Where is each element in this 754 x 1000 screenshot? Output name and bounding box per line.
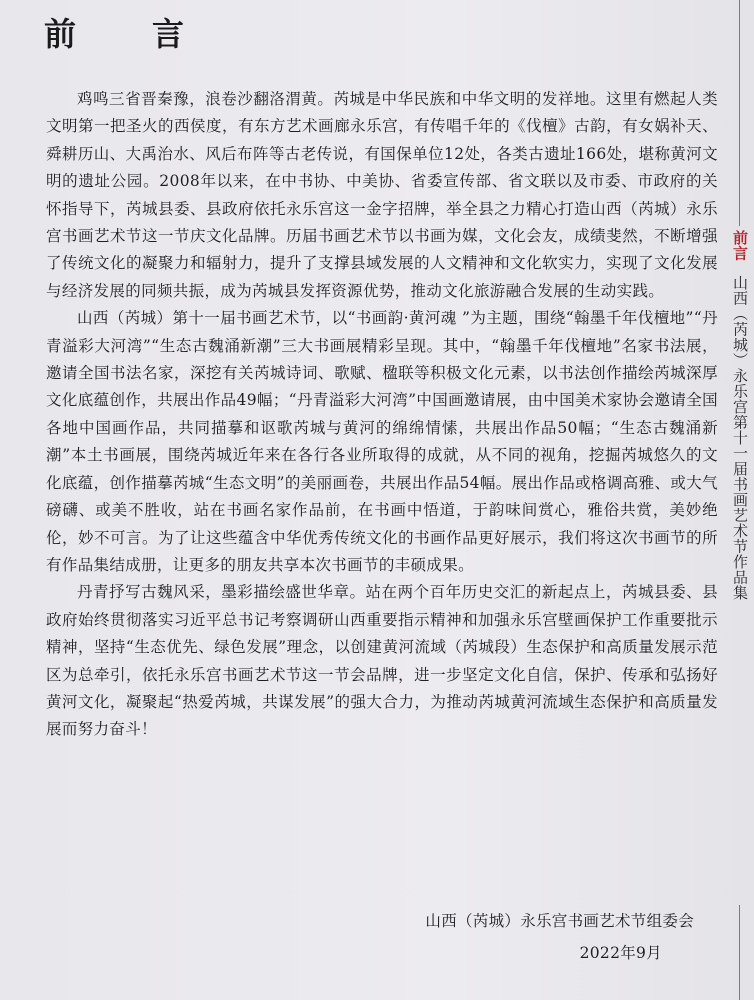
preface-body (46, 86, 718, 744)
signature-date: 2022年9月 (579, 944, 662, 962)
spine-divider-bottom (739, 905, 740, 1000)
spine-section-label: 前言 (731, 230, 749, 261)
page-spine (725, 0, 754, 1000)
spine-book-title: 山西（芮城）永乐宫第十一届书画艺术节作品集 (731, 275, 749, 601)
paragraph-1: 鸡鸣三省晋秦豫，浪卷沙翻洛渭黄。芮城是中华民族和中华文明的发祥地。这里有燃起人类文明第一把圣火的西侯度，有东方艺术画廊永乐宫，有传唱千年的《伐檀》古韵，有女娲补天、舜耕历山、大禹治水、风后布阵等古老传说，有国保单位12处，各类古遗址166处，堪称黄河文明的遗址公园。2008年以来，在中书协、中美协、省委宣传部、省文联以及市委、市政府的关怀指导下，芮城县委、县政府依托永乐宫这一金字招牌，举全县之力精心打造山西（芮城）永乐宫书画艺术节这一节庆文化品牌。历届书画艺术节以书画为媒，文化会友，成绩斐然，不断增强了传统文化的凝聚力和辐射力，提升了支撑县域发展的人文精神和文化软实力，实现了文化发展与经济发展的同频共振，成为芮城县发挥资源优势，推动文化旅游融合发展的生动实践。 (46, 90, 718, 300)
spine-label (728, 230, 751, 601)
spine-separator (740, 261, 741, 275)
paragraph-3: 丹青抒写古魏风采，墨彩描绘盛世华章。站在两个百年历史交汇的新起点上，芮城县委、县政府始终贯彻落实习近平总书记考察调研山西重要指示精神和加强永乐宫壁画保护工作重要批示精神，坚持“生态优先、绿色发展”理念，以创建黄河流域（芮城段）生态保护和高质量发展示范区为总牵引，依托永乐宫书画艺术节这一节会品牌，进一步坚定文化自信，保护、传承和弘扬好黄河文化，凝聚起“热爱芮城，共谋发展”的强大合力，为推动芮城黄河流域生态保护和高质量发展而努力奋斗！ (46, 583, 718, 739)
signature-block (425, 905, 694, 969)
paragraph-2: 山西（芮城）第十一届书画艺术节，以“书画韵·黄河魂 ”为主题，围绕“翰墨千年伐檀地”“丹青溢彩大河湾”“生态古魏涌新潮”三大书画展精彩呈现。其中，“翰墨千年伐檀地”名家书法展，邀请全国书法名家，深挖有关芮城诗词、歌赋、楹联等积极文化元素，以书法创作描绘芮城深厚文化底蕴创作，共展出作品49幅；“丹青溢彩大河湾”中国画邀请展，由中国美术家协会邀请全国各地中国画作品，共同描摹和讴歌芮城与黄河的绵绵情愫，共展出作品50幅；“生态古魏涌新潮”本土书画展，围绕芮城近年来在各行各业所取得的成就，从不同的视角，挖掘芮城悠久的文化底蕴，创作描摹芮城“生态文明”的美丽画卷，共展出作品54幅。展出作品或格调高雅、或大气磅礴、或美不胜收，站在书画名家作品前，在书画中悟道，于韵味间赏心，雅俗共赏，美妙绝伦，妙不可言。为了让这些蕴含中华优秀传统文化的书画作品更好展示，我们将这次书画节的所有作品集结成册，让更多的朋友共享本次书画节的丰硕成果。 (46, 309, 718, 574)
spine-divider-top (739, 0, 740, 226)
signature-organizer: 山西（芮城）永乐宫书画艺术节组委会 (425, 912, 694, 930)
page-title: 前 言 (44, 15, 207, 53)
